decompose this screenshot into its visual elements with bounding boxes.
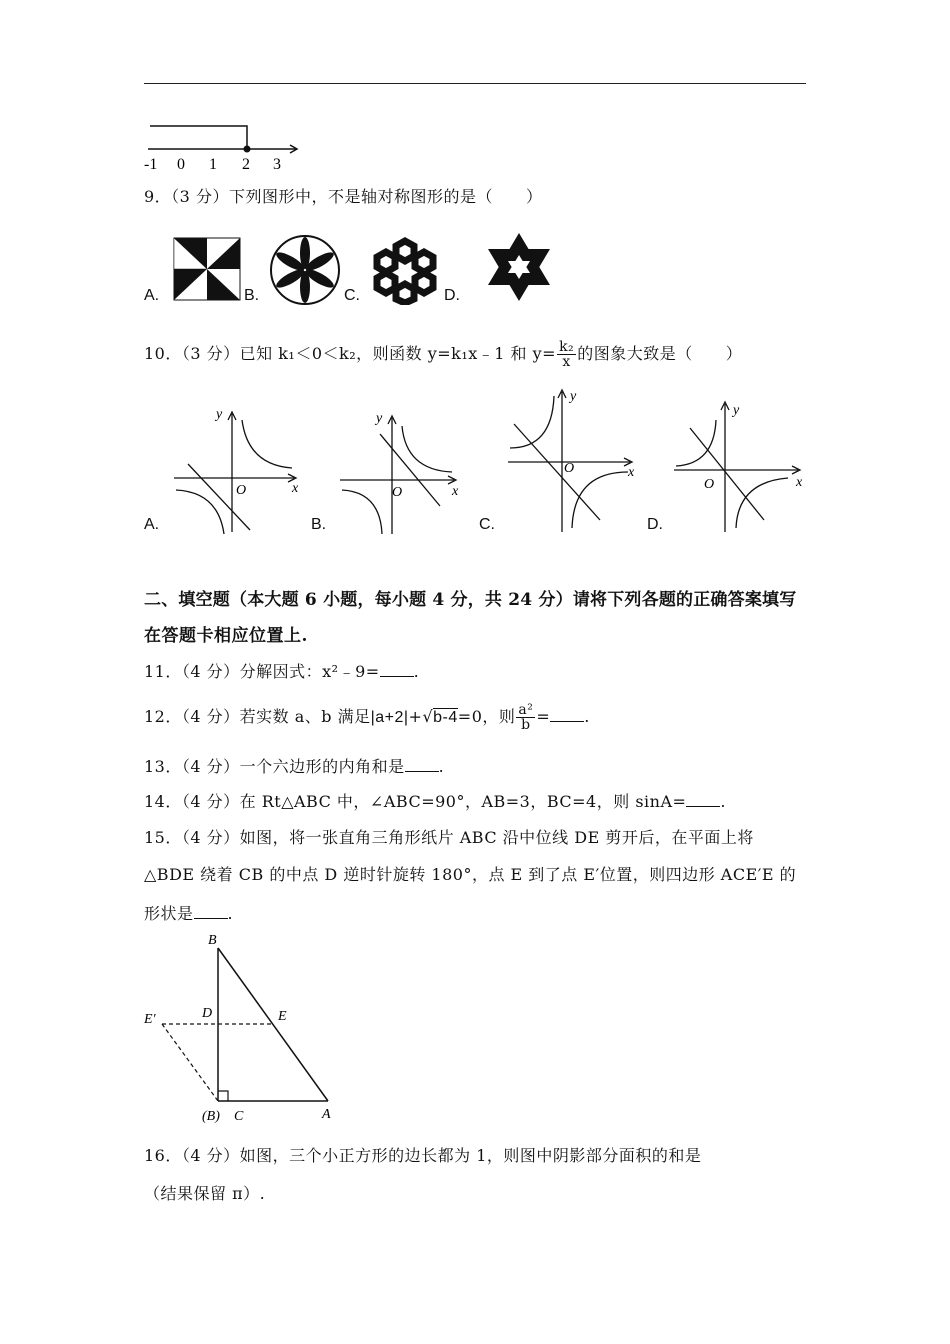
section2-heading-line2: 在答题卡相应位置上. bbox=[144, 626, 308, 646]
svg-text:O: O bbox=[236, 483, 247, 498]
section2-heading-line1: 二、填空题（本大题 6 小题，每小题 4 分，共 24 分）请将下列各题的正确答案填写 bbox=[144, 590, 797, 610]
q12-prefix: 12．（4 分）若实数 a、b 满足 bbox=[144, 707, 371, 726]
q15-end: . bbox=[227, 904, 234, 923]
solution-point bbox=[244, 146, 251, 153]
svg-text:y: y bbox=[216, 407, 223, 422]
q13 bbox=[144, 754, 444, 777]
q12-eq: =0，则 bbox=[457, 707, 516, 726]
q10-text bbox=[144, 340, 742, 369]
q10-frac-den: x bbox=[562, 354, 571, 370]
q14 bbox=[144, 789, 726, 812]
label-c: C bbox=[234, 1109, 244, 1124]
flower-circle-figure[interactable] bbox=[268, 233, 342, 307]
header-rule bbox=[144, 83, 806, 84]
q11-text: 11．（4 分）分解因式：x²﹣9= bbox=[144, 662, 380, 681]
q13-text: 13．（4 分）一个六边形的内角和是 bbox=[144, 757, 405, 776]
label-e: E bbox=[278, 1009, 287, 1024]
q10-option-a-label: A. bbox=[144, 516, 160, 533]
q15-answer-blank[interactable] bbox=[194, 904, 228, 919]
q9-text: 9．（3 分）下列图形中，不是轴对称图形的是（ ） bbox=[144, 187, 543, 206]
graph-option-c[interactable] bbox=[504, 386, 644, 536]
number-line-figure bbox=[140, 118, 310, 172]
q14-text: 14．（4 分）在 Rt△ABC 中，∠ABC=90°，AB=3，BC=4，则 sinA= bbox=[144, 792, 687, 811]
q12-abs: |a+2| bbox=[370, 709, 409, 726]
q13-answer-blank[interactable] bbox=[405, 757, 439, 772]
q12-frac-num: a² bbox=[518, 702, 534, 718]
label-d: D bbox=[202, 1006, 213, 1021]
solution-ray bbox=[150, 126, 247, 149]
svg-text:x: x bbox=[628, 465, 635, 480]
q12-plus: + bbox=[408, 707, 423, 726]
svg-text:y: y bbox=[376, 411, 383, 426]
triangle-rotation-figure bbox=[140, 928, 340, 1128]
q11-end: . bbox=[413, 662, 420, 681]
label-b: B bbox=[208, 933, 217, 948]
q9-option-b-label: B. bbox=[244, 287, 260, 304]
q11-answer-blank[interactable] bbox=[380, 662, 414, 677]
hexagon-ring-figure[interactable] bbox=[367, 235, 443, 305]
svg-text:x: x bbox=[452, 484, 459, 499]
q15-line2: △BDE 绕着 CB 的中点 D 逆时针旋转 180°，点 E 到了点 E′位置，则四边形 ACE′E 的 bbox=[144, 865, 797, 884]
star-of-david-figure[interactable] bbox=[484, 231, 554, 303]
q16-line1: 16．（4 分）如图，三个小正方形的边长都为 1，则图中阴影部分面积的和是 bbox=[144, 1146, 702, 1165]
svg-text:O: O bbox=[704, 477, 715, 492]
q10-suffix: 的图象大致是（ ） bbox=[577, 344, 743, 363]
q14-end: . bbox=[720, 792, 727, 811]
label-b-paren: (B) bbox=[202, 1109, 220, 1124]
q12 bbox=[144, 703, 590, 732]
q12-fraction bbox=[516, 703, 535, 732]
q9-option-a-label: A. bbox=[144, 287, 160, 304]
label-a: A bbox=[322, 1107, 331, 1122]
q12-end: . bbox=[584, 707, 590, 726]
svg-text:x: x bbox=[796, 475, 803, 490]
tick-label: 2 bbox=[242, 156, 250, 172]
q12-answer-blank[interactable] bbox=[550, 707, 584, 722]
tick-label: 3 bbox=[273, 156, 281, 172]
svg-text:y: y bbox=[570, 389, 577, 404]
q15-line3 bbox=[144, 901, 233, 924]
q12-frac-den: b bbox=[521, 717, 531, 733]
q12-sqrt-radicand: b-4 bbox=[433, 709, 458, 726]
q13-end: . bbox=[438, 757, 445, 776]
q9-option-c-label: C. bbox=[344, 287, 360, 304]
svg-text:x: x bbox=[292, 481, 299, 496]
graph-option-d[interactable] bbox=[670, 396, 810, 536]
q12-suffix: = bbox=[536, 707, 551, 726]
q10-prefix: 10．（3 分）已知 k₁＜0＜k₂，则函数 y=k₁x﹣1 和 y= bbox=[144, 344, 557, 363]
tick-label: 1 bbox=[209, 156, 217, 172]
q14-answer-blank[interactable] bbox=[686, 792, 720, 807]
q10-frac-num: k₂ bbox=[559, 339, 575, 355]
q10-fraction bbox=[557, 340, 576, 369]
q12-sqrt-sign: √ bbox=[422, 707, 434, 726]
svg-text:O: O bbox=[564, 461, 575, 476]
graph-option-b[interactable] bbox=[336, 402, 466, 536]
q10-option-c-label: C. bbox=[479, 516, 495, 533]
q16-line2: （结果保留 π）. bbox=[144, 1184, 266, 1203]
graph-option-a[interactable] bbox=[168, 400, 308, 536]
tick-label: -1 bbox=[144, 156, 158, 172]
pinwheel-figure[interactable] bbox=[172, 236, 242, 302]
q10-option-d-label: D. bbox=[647, 516, 663, 533]
svg-text:O: O bbox=[392, 485, 403, 500]
q15-line3-text: 形状是 bbox=[144, 904, 194, 923]
q10-option-b-label: B. bbox=[311, 516, 327, 533]
q11 bbox=[144, 659, 419, 682]
label-e-prime: E′ bbox=[144, 1012, 156, 1027]
q9-option-d-label: D. bbox=[444, 287, 460, 304]
tick-label: 0 bbox=[177, 156, 185, 172]
q15-line1: 15．（4 分）如图，将一张直角三角形纸片 ABC 沿中位线 DE 剪开后，在平面上将 bbox=[144, 828, 754, 847]
svg-text:y: y bbox=[733, 403, 740, 418]
